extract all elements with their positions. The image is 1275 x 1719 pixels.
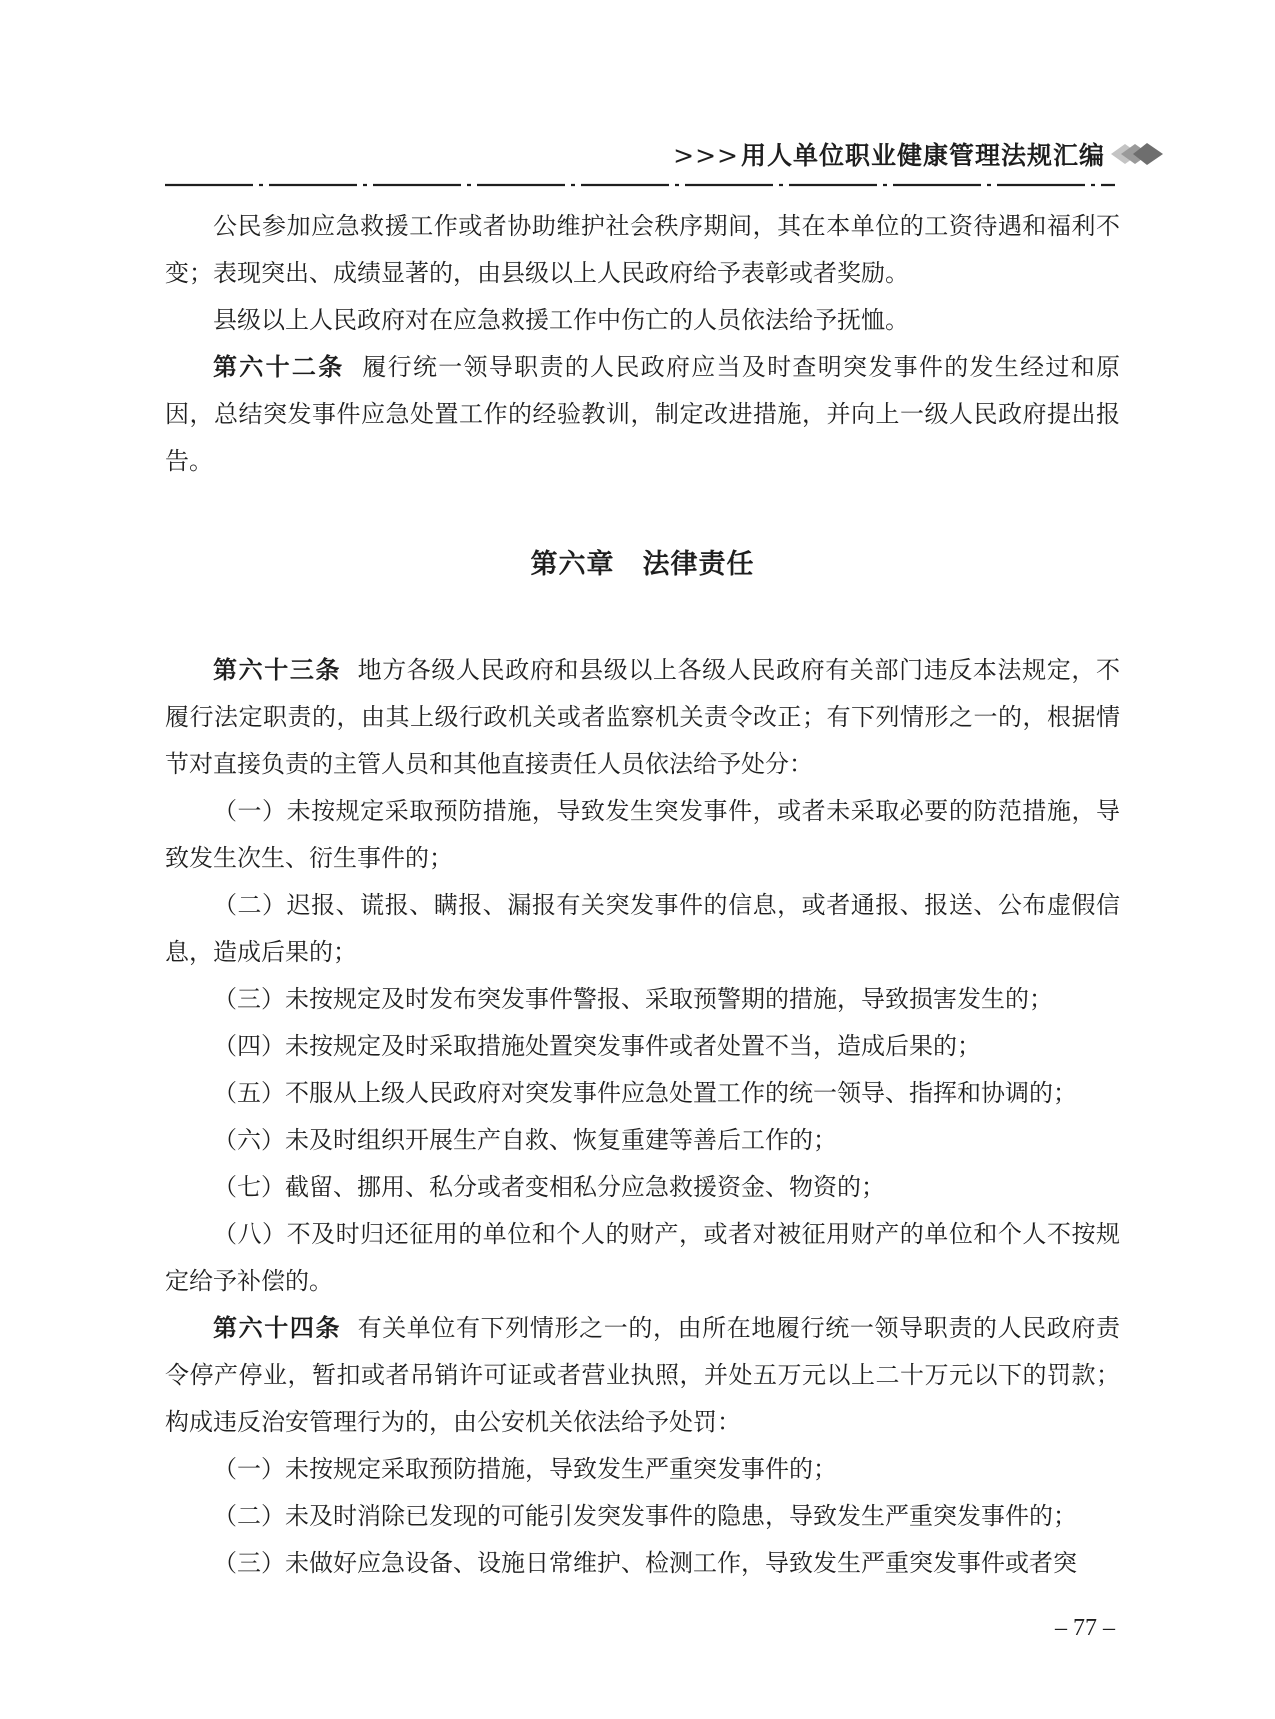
article-number: 第六十二条	[213, 353, 345, 381]
list-item: （四）未按规定及时采取措施处置突发事件或者处置不当，造成后果的；	[213, 1032, 981, 1060]
list-item: （七）截留、挪用、私分或者变相私分应急救援资金、物资的；	[213, 1173, 885, 1201]
header-title	[673, 136, 1105, 172]
list-item: （三）未按规定及时发布突发事件警报、采取预警期的措施，导致损害发生的；	[213, 985, 1053, 1013]
article-text: 有关单位有下列情形之一的，由所在地履行统一领导职责的人民政府责令停产停业，暂扣或者吊销许可证或者营业执照，并处五万元以上二十万元以下的罚款；构成违反治安管理行为的，由公安机关依法给予处罚：	[165, 1314, 1121, 1436]
page-number: – 77 –	[1055, 1615, 1115, 1641]
article-64	[165, 1305, 1120, 1446]
diamond-ornament-icon	[1109, 140, 1165, 168]
article-number: 第六十四条	[213, 1314, 342, 1342]
list-item: （二）未及时消除已发现的可能引发突发事件的隐患，导致发生严重突发事件的；	[213, 1502, 1077, 1530]
article-text: 地方各级人民政府和县级以上各级人民政府有关部门违反本法规定，不履行法定职责的，由其上级行政机关或者监察机关责令改正；有下列情形之一的，根据情节对直接负责的主管人员和其他直接责任人员依法给予处分：	[165, 656, 1121, 778]
page-body	[165, 203, 1120, 1587]
paragraph: 县级以上人民政府对在应急救援工作中伤亡的人员依法给予抚恤。	[213, 306, 909, 334]
running-header	[0, 130, 1275, 190]
paragraph: 公民参加应急救援工作或者协助维护社会秩序期间，其在本单位的工资待遇和福利不变；表现突出、成绩显著的，由县级以上人民政府给予表彰或者奖励。	[165, 212, 1120, 287]
article-text: 履行统一领导职责的人民政府应当及时查明突发事件的发生经过和原因，总结突发事件应急处置工作的经验教训，制定改进措施，并向上一级人民政府提出报告。	[165, 353, 1121, 475]
list-item: （二）迟报、谎报、瞒报、漏报有关突发事件的信息，或者通报、报送、公布虚假信息，造成后果的；	[165, 891, 1120, 966]
list-item: （三）未做好应急设备、设施日常维护、检测工作，导致发生严重突发事件或者突	[213, 1549, 1077, 1577]
list-item: （一）未按规定采取预防措施，导致发生严重突发事件的；	[213, 1455, 837, 1483]
list-item: （五）不服从上级人民政府对突发事件应急处置工作的统一领导、指挥和协调的；	[213, 1079, 1077, 1107]
article-62	[165, 344, 1120, 485]
article-number: 第六十三条	[213, 656, 342, 684]
book-title: 用人单位职业健康管理法规汇编	[740, 141, 1105, 170]
chapter-title: 第六章 法律责任	[530, 549, 755, 580]
article-63	[165, 647, 1120, 788]
chevron-right-icon: >>>	[673, 141, 739, 170]
list-item: （一）未按规定采取预防措施，导致发生突发事件，或者未采取必要的防范措施，导致发生次生、衍生事件的；	[165, 797, 1120, 872]
header-rule	[165, 179, 1115, 193]
list-item: （八）不及时归还征用的单位和个人的财产，或者对被征用财产的单位和个人不按规定给予补偿的。	[165, 1220, 1120, 1295]
list-item: （六）未及时组织开展生产自救、恢复重建等善后工作的；	[213, 1126, 837, 1154]
